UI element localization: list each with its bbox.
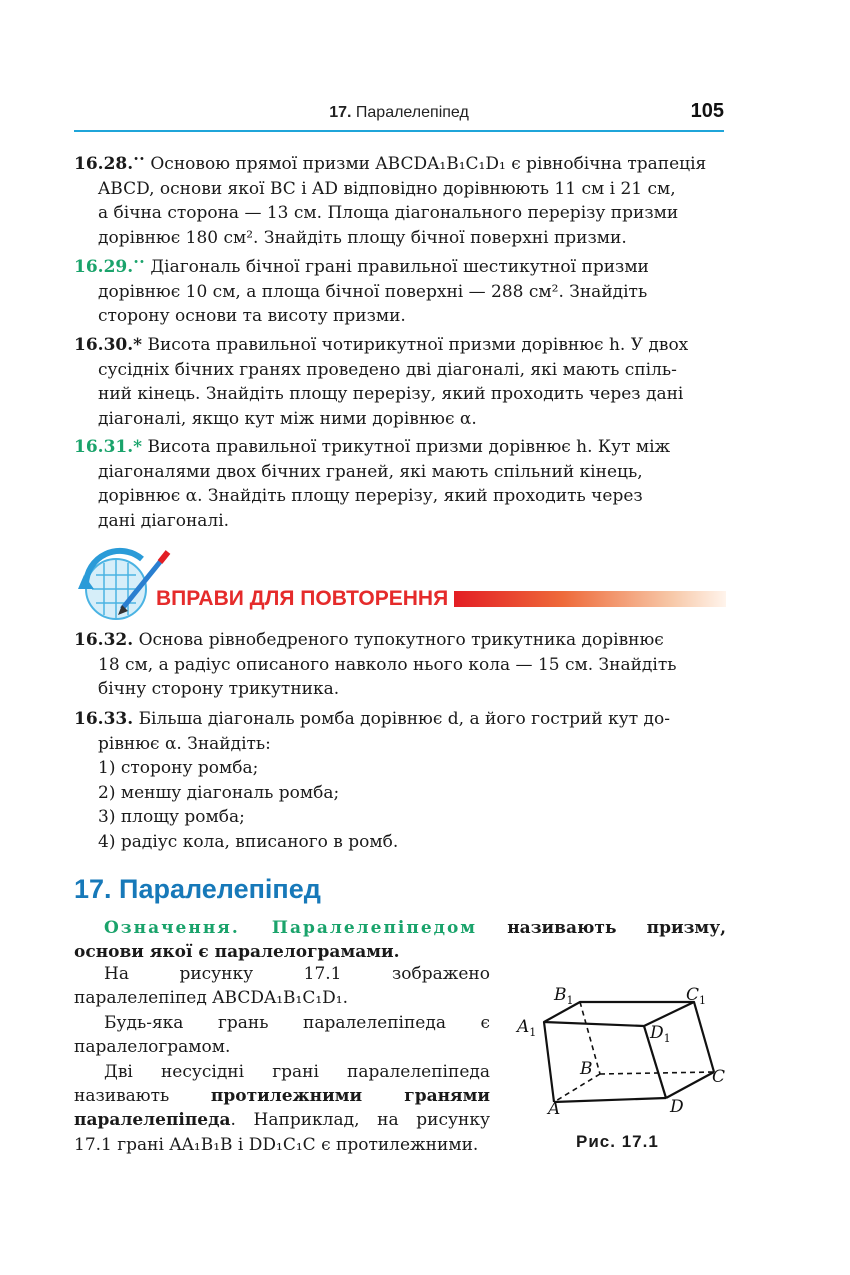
problem-line: Основою прямої призми ABCDA₁B₁C₁D₁ є рівнобічна трапеція (150, 154, 707, 174)
parallelepiped-figure (510, 980, 730, 1130)
review-section-banner (72, 545, 728, 625)
label-D: D (670, 1097, 684, 1117)
list-item: 3) площу ромба; (98, 807, 245, 828)
paragraph: Дві несусідні грані паралелепіпеда називають протилежними гранями паралелепіпеда. Наприклад, на рисунку 17.1 грані AA₁B₁B і DD₁C₁C є протилежними. (74, 1061, 490, 1155)
list-item: 4) радіус кола, вписаного в ромб. (98, 831, 399, 852)
problem-line: а бічна сторона — 13 см. Площа діагонального перерізу призми (98, 203, 679, 224)
problem-line: дорівнює 180 см². Знайдіть площу бічної поверхні призми. (98, 227, 627, 248)
paragraph: На рисунку 17.1 зображено паралелепіпед ABCDA₁B₁C₁D₁. (74, 964, 490, 1009)
label-C: C (712, 1067, 726, 1087)
problem-line: ний кінець. Знайдіть площу перерізу, який проходить через дані (98, 384, 684, 405)
problem-line: ABCD, основи якої BC і AD відповідно дорівнюють 11 см і 21 см, (98, 178, 676, 199)
problem-line: рівнює α. Знайдіть: (98, 733, 271, 754)
problem-number: 16.31. (74, 437, 134, 457)
definition (74, 916, 726, 964)
problem-16-31: 16.31.* Висота правильної трикутної призми дорівнює h. Кут між діагоналями двох бічних граней, які мають спільний кінець, дорівнює α. Знайдіть площу перерізу, який проходить через дані діагоналі. (74, 435, 726, 533)
label-B1: $B_1$ (554, 985, 574, 1007)
problem-line: діагоналями двох бічних граней, які мають спільний кінець, (98, 461, 643, 482)
problem-line: 18 см, а радіус описаного навколо нього кола — 15 см. Знайдіть (98, 654, 677, 675)
problem-16-28: 16.28.•• Основою прямої призми ABCDA₁B₁C₁D₁ є рівнобічна трапеція ABCD, основи якої BC і AD відповідно дорівнюють 11 см і 21 см, а бічна сторона — 13 см. Площа діагонального перерізу призми дорівнює 180 см². Знайдіть площу бічної поверхні призми. (74, 152, 726, 250)
problem-number: 16.29. (74, 257, 134, 277)
problem-line: сторону основи та висоту призми. (98, 306, 406, 327)
problem-line: бічну сторону трикутника. (98, 679, 340, 700)
problem-line: Діагональ бічної грані правильної шестикутної призми (150, 257, 649, 277)
problem-line: дорівнює 10 см, а площа бічної поверхні — 288 см². Знайдіть (98, 281, 648, 302)
paragraph: Будь-яка грань паралелепіпеда є паралелограмом. (74, 1012, 490, 1058)
problem-16-29: 16.29.•• Діагональ бічної грані правильної шестикутної призми дорівнює 10 см, а площа бічної поверхні — 288 см². Знайдіть сторону основи та висоту призми. (74, 255, 726, 329)
header-title: 17. Паралелепіпед (329, 104, 469, 121)
problem-line: дорівнює α. Знайдіть площу перерізу, який проходить через (98, 486, 643, 507)
edge-DC (666, 1072, 714, 1098)
problem-line: Більша діагональ ромба дорівнює d, а його гострий кут до- (138, 709, 670, 729)
problem-line: сусідніх бічних гранях проведено дві діагоналі, які мають спіль- (98, 359, 677, 380)
problem-number: 16.28. (74, 154, 134, 174)
problem-line: Висота правильної трикутної призми дорівнює h. Кут між (147, 437, 671, 457)
problem-line: діагоналі, якщо кут між ними дорівнює α. (98, 408, 477, 429)
problem-line: дані діагоналі. (98, 510, 230, 531)
problem-number: 16.30. (74, 335, 134, 355)
label-A: A (548, 1099, 561, 1119)
problem-number: 16.32. (74, 630, 134, 650)
edge-AB-hidden (554, 1074, 600, 1102)
section-title: 17. Паралелепіпед (74, 874, 321, 904)
problem-16-32 (74, 628, 726, 702)
edge-BC-hidden (600, 1072, 714, 1074)
edge-AA1 (544, 1022, 554, 1102)
label-D1: $D_1$ (650, 1023, 671, 1045)
problem-16-33 (74, 707, 726, 855)
figure-caption: Рис. 17.1 (576, 1132, 659, 1151)
problem-16-30: 16.30.* Висота правильної чотирикутної призми дорівнює h. У двох сусідніх бічних гранях проведено дві діагоналі, які мають спіль- ний кінець. Знайдіть площу перерізу, який проходить через дані діагоналі, якщо кут між ними дорівнює α. (74, 333, 726, 431)
problem-number: 16.33. (74, 709, 134, 729)
list-item: 2) меншу діагональ ромба; (98, 782, 340, 803)
problem-line: Основа рівнобедреного тупокутного трикутника дорівнює (138, 630, 664, 650)
label-C1: $C_1$ (686, 985, 707, 1007)
definition-text: називають призму, основи якої є паралелограмами. (74, 918, 726, 962)
page-number: 105 (690, 100, 724, 122)
label-A1: $A_1$ (517, 1017, 537, 1039)
edge-AD (554, 1098, 666, 1102)
review-gradient-bar (454, 591, 726, 607)
definition-keyword: Означення. Паралелепіпедом (104, 918, 478, 938)
label-B: B (580, 1059, 593, 1079)
review-title: ВПРАВИ ДЛЯ ПОВТОРЕННЯ (156, 587, 449, 610)
review-icon (72, 545, 182, 625)
section-body (74, 962, 490, 1157)
list-item: 1) сторону ромба; (98, 758, 259, 779)
running-header (74, 100, 724, 132)
edge-CC1 (694, 1002, 714, 1072)
problem-line: Висота правильної чотирикутної призми дорівнює h. У двох (147, 335, 689, 355)
